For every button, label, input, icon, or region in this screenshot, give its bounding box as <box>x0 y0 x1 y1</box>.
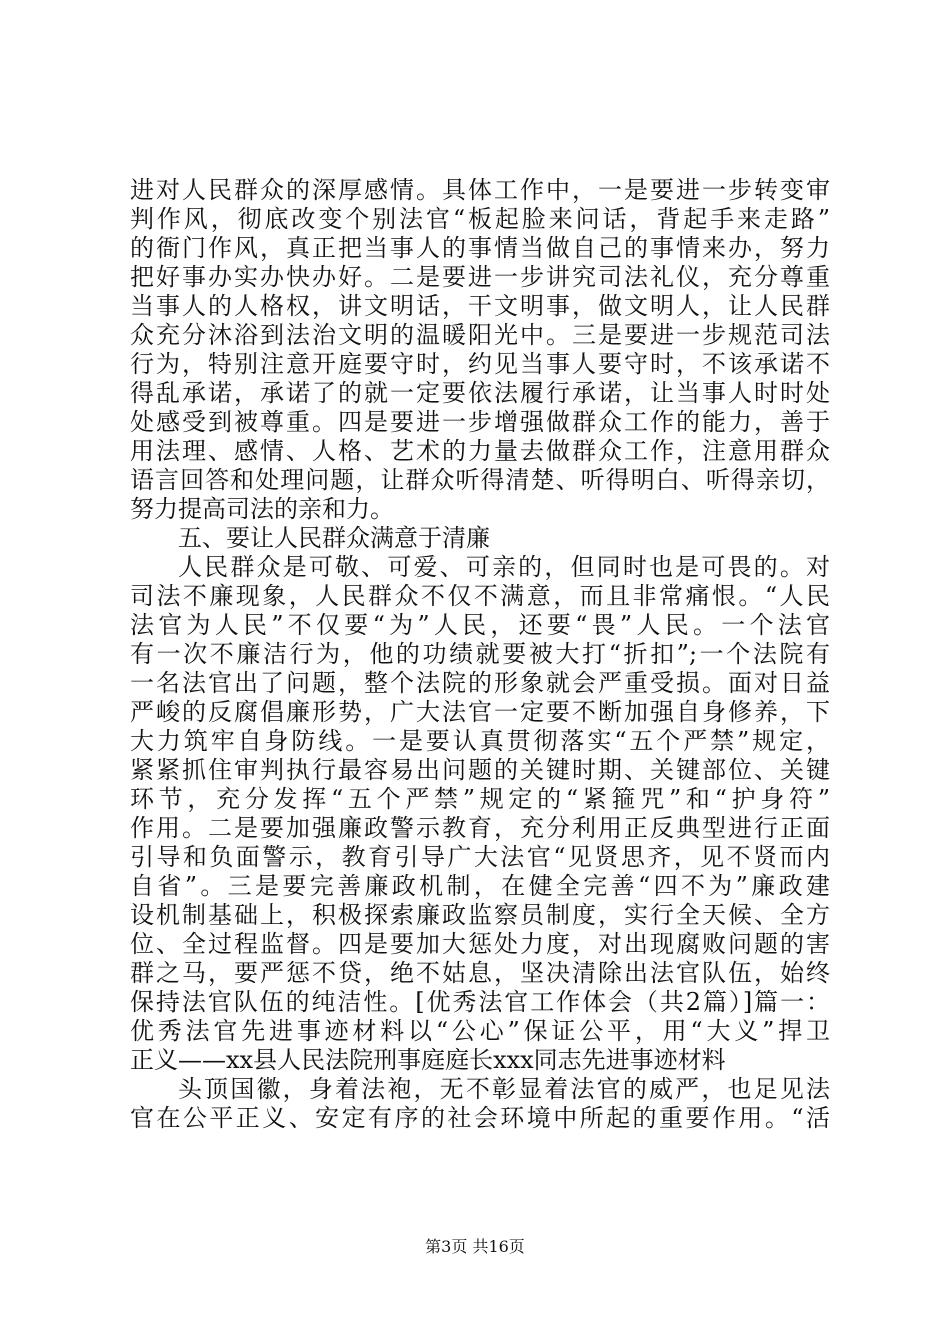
text-line: 司法不廉现象，人民群众不仅不满意，而且非常痛恨。“人民 <box>130 582 830 610</box>
text-line: 作用。二是要加强廉政警示教育，充分利用正反典型进行正面 <box>130 814 830 842</box>
text-line: 大力筑牢自身防线。一是要认真贯彻落实“五个严禁”规定， <box>130 727 830 755</box>
text-line: 判作风，彻底改变个别法官“板起脸来问话，背起手来走路” <box>130 205 830 233</box>
text-line: 进对人民群众的深厚感情。具体工作中，一是要进一步转变审 <box>130 176 830 204</box>
text-line: 当事人的人格权，讲文明话，干文明事，做文明人，让人民群 <box>130 292 830 320</box>
text-line: 自省”。三是要完善廉政机制，在健全完善“四不为”廉政建 <box>130 872 830 900</box>
section-heading: 五、要让人民群众满意于清廉 <box>178 524 490 552</box>
text-line: 努力提高司法的亲和力。 <box>130 495 394 523</box>
text-line: 处感受到被尊重。四是要进一步增强做群众工作的能力，善于 <box>130 408 830 436</box>
text-line: 众充分沐浴到法治文明的温暖阳光中。三是要进一步规范司法 <box>130 321 830 349</box>
text-line: 把好事办实办快办好。二是要进一步讲究司法礼仪，充分尊重 <box>130 263 830 291</box>
page-number: 第3页 共16页 <box>425 1237 525 1256</box>
text-line: 用法理、感情、人格、艺术的力量去做群众工作，注意用群众 <box>130 437 830 465</box>
text-line: 环节，充分发挥“五个严禁”规定的“紧箍咒”和“护身符” <box>130 785 830 813</box>
text-line: 头顶国徽，身着法袍，无不彰显着法官的威严，也足见法 <box>178 1075 830 1103</box>
paragraph <box>130 176 830 524</box>
text-line: 紧紧抓住审判执行最容易出问题的关键时期、关键部位、关键 <box>130 756 830 784</box>
paragraph <box>130 553 830 1075</box>
page-footer <box>0 1237 950 1257</box>
text-line: 得乱承诺，承诺了的就一定要依法履行承诺，让当事人时时处 <box>130 379 830 407</box>
text-line: 法官为人民”不仅要“为”人民，还要“畏”人民。一个法官 <box>130 611 830 639</box>
text-line: 位、全过程监督。四是要加大惩处力度，对出现腐败问题的害 <box>130 930 830 958</box>
text-line: 的衙门作风，真正把当事人的事情当做自己的事情来办，努力 <box>130 234 830 262</box>
text-line: 设机制基础上，积极探索廉政监察员制度，实行全天候、全方 <box>130 901 830 929</box>
text-line: 有一次不廉洁行为，他的功绩就要被大打“折扣”;一个法院有 <box>130 640 830 668</box>
text-line: 优秀法官先进事迹材料以“公心”保证公平，用“大义”捍卫 <box>130 1017 830 1045</box>
text-line: 语言回答和处理问题，让群众听得清楚、听得明白、听得亲切， <box>130 466 830 494</box>
text-line: 群之马，要严惩不贷，绝不姑息，坚决清除出法官队伍，始终 <box>130 959 830 987</box>
text-line: 正义——xx县人民法院刑事庭庭长xxx同志先进事迹材料 <box>130 1046 726 1074</box>
text-line: 官在公平正义、安定有序的社会环境中所起的重要作用。“活 <box>130 1104 830 1132</box>
text-line: 一名法官出了问题，整个法院的形象就会严重受损。面对日益 <box>130 669 830 697</box>
text-line: 严峻的反腐倡廉形势，广大法官一定要不断加强自身修养，下 <box>130 698 830 726</box>
text-line: 人民群众是可敬、可爱、可亲的，但同时也是可畏的。对 <box>178 553 830 581</box>
document-body <box>130 176 830 1133</box>
paragraph <box>130 1075 830 1133</box>
text-line: 引导和负面警示，教育引导广大法官“见贤思齐，见不贤而内 <box>130 843 830 871</box>
text-line: 保持法官队伍的纯洁性。[优秀法官工作体会（共2篇）]篇一： <box>130 988 830 1016</box>
text-line: 行为，特别注意开庭要守时，约见当事人要守时，不该承诺不 <box>130 350 830 378</box>
